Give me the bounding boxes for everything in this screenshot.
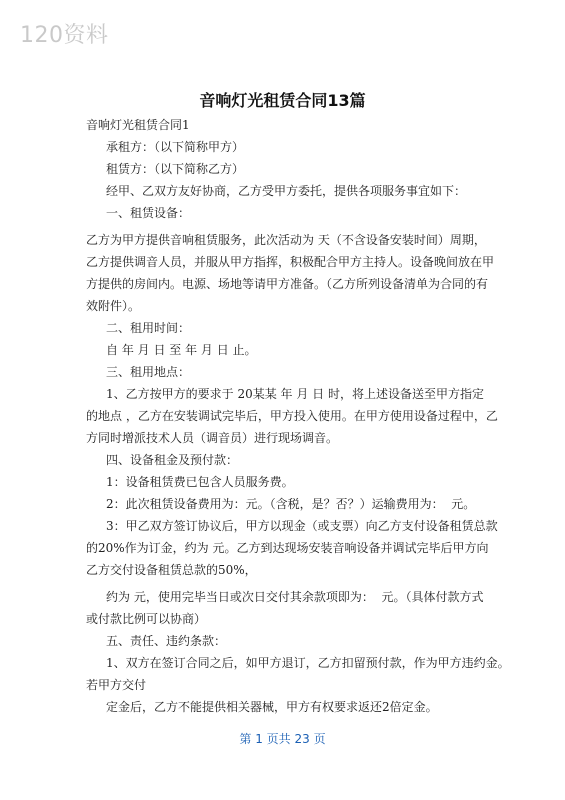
paragraph-line: 乙方交付设备租赁总款的50%， xyxy=(86,563,257,577)
paragraph-line: 方同时增派技术人员（调音员）进行现场调音。 xyxy=(86,431,339,445)
paragraph-line: 1、双方在签订合同之后，如甲方退订，乙方扣留预付款，作为甲方违约金。 xyxy=(106,656,510,670)
paragraph-line: 的地点 ，乙方在安装调试完毕后，甲方投入使用。在甲方使用设备过程中，乙 xyxy=(86,409,498,423)
paragraph-line: 1、乙方按甲方的要求于 20某某 年 月 日 时，将上述设备送至甲方指定 xyxy=(106,387,484,401)
section-heading-3: 三、租用地点： xyxy=(106,365,191,379)
paragraph-line: 乙方提供调音人员，并服从甲方指挥，积极配合甲方主持人。设备晚间放在甲 xyxy=(86,255,495,269)
paragraph-line: 或付款比例可以协商） xyxy=(86,612,207,626)
paragraph-line: 乙方为甲方提供音响租赁服务，此次活动为 天（不含设备安装时间）周期， xyxy=(86,233,486,247)
paragraph-line: 方提供的房间内。电源、场地等请甲方准备。（乙方所列设备清单为合同的有 xyxy=(86,277,489,291)
party-lessor: 租赁方：（以下简称乙方） xyxy=(106,162,245,176)
page-footer: 第 1 页共 23 页 xyxy=(239,732,326,746)
section-heading-4: 四、设备租金及预付款： xyxy=(106,453,239,467)
document-title: 音响灯光租赁合同13篇 xyxy=(199,91,366,110)
paragraph-line: 自 年 月 日 至 年 月 日 止。 xyxy=(106,343,257,357)
paragraph-line: 3：甲乙双方签订协议后，甲方以现金（或支票）向乙方支付设备租赁总款 xyxy=(106,519,498,533)
paragraph-line: 定金后，乙方不能提供相关器械，甲方有权要求返还2倍定金。 xyxy=(106,700,438,714)
section-heading-5: 五、责任、违约条款： xyxy=(106,634,227,648)
section-heading-1: 一、租赁设备： xyxy=(106,206,191,220)
paragraph-line: 约为 元，使用完毕当日或次日交付其余款项即为： 元。（具体付款方式 xyxy=(106,590,484,604)
paragraph-line: 的20%作为订金，约为 元。乙方到达现场安装音响设备并调试完毕后甲方向 xyxy=(86,541,489,555)
contract-subtitle: 音响灯光租赁合同1 xyxy=(86,118,190,132)
paragraph-line: 2：此次租赁设备费用为：元。（含税，是？否？）运输费用为： 元。 xyxy=(106,497,476,511)
preamble: 经甲、乙双方友好协商，乙方受甲方委托，提供各项服务事宜如下： xyxy=(106,184,467,198)
document-body xyxy=(86,114,510,718)
paragraph-line: 效附件）。 xyxy=(86,299,141,313)
party-lessee: 承租方：（以下简称甲方） xyxy=(106,140,245,154)
paragraph-line: 若甲方交付 xyxy=(86,678,147,692)
watermark: 120资料 xyxy=(20,23,109,48)
paragraph-line: 1：设备租赁费已包含人员服务费。 xyxy=(106,475,294,489)
section-heading-2: 二、租用时间： xyxy=(106,321,191,335)
